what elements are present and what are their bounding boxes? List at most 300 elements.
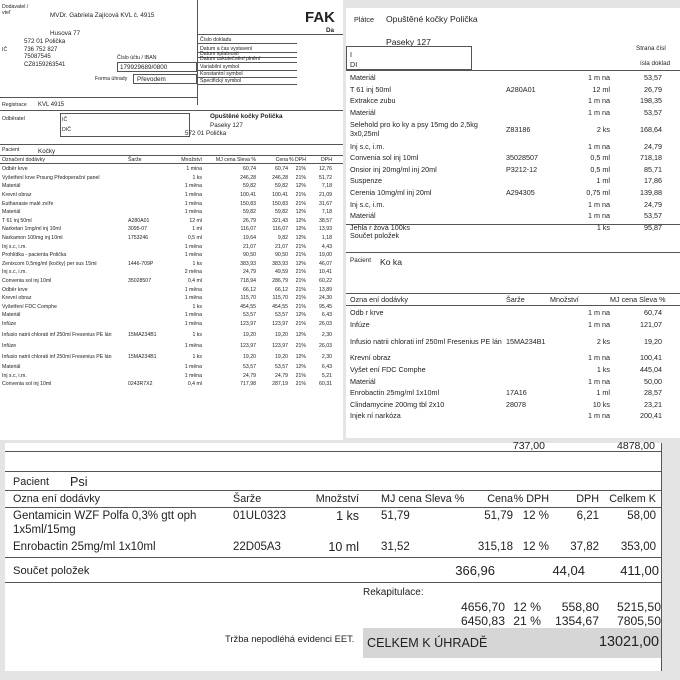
cell-name: Odběr krve (2, 166, 28, 173)
grand-total-value: 13021,00 (598, 634, 659, 650)
table-row (346, 107, 680, 119)
cell-price: 59,82 (275, 183, 288, 190)
cell-batch: P3212-12 (506, 164, 538, 174)
cell-unit: 28,57 (644, 388, 662, 398)
table-row (346, 399, 680, 411)
cell-price: 150,83 (272, 200, 288, 207)
cell-tax: 21,09 (319, 192, 332, 199)
cell-qty: 1 m na (588, 73, 610, 83)
cell-name: Materiál (2, 209, 21, 216)
table-row (346, 118, 680, 140)
cell-name: Materiál (350, 108, 376, 118)
cell-name: Materiál (350, 376, 376, 386)
cell-price: 321,43 (272, 217, 288, 224)
cell-unit: 717,98 (240, 381, 256, 388)
cell-unit: 139,88 (640, 188, 662, 198)
sum-price: 366,96 (455, 563, 495, 578)
cell-qty: 1 m na (588, 308, 610, 318)
table-row (346, 164, 680, 176)
cell-price: 21,07 (275, 243, 288, 250)
table-row (346, 330, 680, 352)
cell-qty: 1 m na (588, 141, 610, 151)
table-row (0, 182, 343, 191)
cell-price: 49,59 (275, 269, 288, 276)
payer-dic-label: DI (350, 60, 358, 69)
cell-name: Materiál (2, 312, 21, 319)
register-value: KVL 4915 (38, 102, 65, 108)
cell-qty: 1 měna (184, 183, 202, 190)
meta-label: Variabilní symbol (200, 64, 240, 70)
cell-price: 116,07 (272, 226, 288, 233)
cell-tax: 95,45 (319, 303, 332, 310)
column-header: Množství (181, 156, 202, 163)
cell-tax: 2,30 (321, 353, 332, 360)
cell-unit: 116,07 (240, 226, 256, 233)
cell-unit: 53,57 (644, 108, 662, 118)
supplier-name: MVDr. Gabriela Zajícová KVL č. 4915 (50, 12, 155, 19)
cell-name: Euthanasie malé zvíře (2, 200, 54, 207)
table-row (0, 372, 343, 381)
cell-batch: A280A01 (128, 217, 150, 224)
cell-qty: 0,5 ml (187, 235, 202, 242)
cell-qty: 1 měna (184, 252, 202, 259)
cell-vat: 21% (295, 321, 306, 328)
cell-tax: 2,30 (321, 331, 332, 338)
meta-label: Datum uskutečnění plnění (200, 56, 261, 62)
column-header: Označení dodávky (2, 156, 45, 163)
cell-unit: 53,57 (644, 211, 662, 221)
cell-tax: 5,21 (321, 372, 332, 379)
cell-batch: 1753246 (128, 235, 149, 242)
cell-tax: 37,82 (570, 541, 599, 553)
cell-name-continued: 1x5ml/15mg (13, 524, 76, 536)
cell-price: 19,20 (275, 331, 288, 338)
table-row (346, 187, 680, 199)
table-row (0, 277, 343, 286)
cell-tax: 24,30 (319, 295, 332, 302)
cell-batch: 35028507 (506, 153, 538, 163)
cell-qty: 1 měna (184, 372, 202, 379)
cell-vat: 12 % (522, 541, 549, 553)
cell-unit: 100,41 (240, 192, 256, 199)
table-row (0, 199, 343, 208)
sum-label-3: Součet položek (13, 565, 90, 577)
supplier-city: 572 01 Polička (24, 38, 66, 45)
cell-name: T 61 inj 50ml (2, 217, 32, 224)
supplier-label-2: vteľ (2, 10, 11, 16)
phone-label: IČ (2, 47, 8, 53)
cell-unit: 85,71 (644, 164, 662, 174)
cell-unit: 24,79 (644, 141, 662, 151)
cell-qty: 1 měna (184, 200, 202, 207)
invoice-title-sub: Da (326, 27, 335, 34)
invoice-page-1 (0, 0, 343, 440)
supplier-street: Husova 77 (50, 30, 81, 37)
recap-vat: 21 % (513, 614, 541, 628)
sum-label: Součet položek (350, 231, 400, 240)
prev-total-partial: 4878,00 (617, 440, 655, 452)
cell-vat: 12% (295, 209, 306, 216)
cell-name: Inj s.c, i.m. (2, 269, 27, 276)
cell-tax: 7,18 (321, 209, 332, 216)
cell-unit: 51,79 (381, 510, 410, 522)
cell-name: Onsior inj 20mg/ml inj 20ml (350, 164, 437, 174)
cell-vat: 12% (295, 226, 306, 233)
customer-name: Opuštěné kočky Polička (210, 113, 283, 120)
cell-qty: 12 ml (592, 84, 610, 94)
cell-tax: 6,43 (321, 364, 332, 371)
payer-ic-label: I (350, 50, 352, 59)
cell-qty: 2 ks (596, 336, 610, 346)
table-row (0, 225, 343, 234)
patient-label-3: Pacient (13, 476, 50, 488)
cell-batch: 17A16 (506, 388, 527, 398)
sum-total: 411,00 (620, 563, 659, 578)
cell-name: Materiál (350, 211, 376, 221)
recap-base: 6450,83 (460, 614, 505, 628)
meta-label: Konstantní symbol (200, 71, 243, 77)
cell-qty: 1 měna (184, 286, 202, 293)
cell-unit: 24,79 (243, 269, 256, 276)
table-row (0, 191, 343, 200)
cell-qty: 2 měna (184, 269, 202, 276)
cell-unit: 246,28 (240, 174, 256, 181)
cell-unit: 19,20 (644, 336, 662, 346)
table-row (346, 307, 680, 319)
cell-qty: 1 měna (184, 321, 202, 328)
table-row (346, 198, 680, 210)
cell-name: Vyšet ení FDC Comphe (350, 365, 426, 375)
cell-batch: 3095-07 (128, 226, 148, 233)
customer-city: 572 01 Polička (185, 130, 227, 137)
cell-vat: 21% (295, 381, 306, 388)
column-header: % DPH (513, 492, 549, 505)
table-row (346, 95, 680, 107)
cell-name: Clindamycine 200mg tbl 2x10 (350, 399, 445, 409)
cell-unit: 718,94 (240, 278, 256, 285)
patient-name: Kočky (38, 148, 56, 155)
cell-qty: 1 měna (184, 295, 202, 302)
cell-unit: 168,64 (640, 124, 662, 134)
cell-qty: 1 m na (588, 211, 610, 221)
cell-batch: 35028507 (128, 278, 152, 285)
table-row (346, 175, 680, 187)
cell-name: Convenia sol inj 10ml (350, 153, 419, 163)
cell-name: Vyšetření krve Prsung Předoperační panel (2, 174, 100, 181)
sum-tax: 44,04 (552, 563, 585, 578)
cell-unit: 21,07 (243, 243, 256, 250)
cell-vat: 21% (295, 303, 306, 310)
cell-tax: 13,93 (319, 226, 332, 233)
cell-qty: 2 ks (596, 124, 610, 134)
cell-price: 59,82 (275, 209, 288, 216)
cell-vat: 21% (295, 278, 306, 285)
cell-qty: 1 měna (184, 342, 202, 349)
cell-vat: 21% (295, 252, 306, 259)
table-row (0, 380, 343, 389)
table-row (346, 152, 680, 164)
cell-unit: 445,04 (640, 365, 662, 375)
cell-unit: 19,64 (243, 235, 256, 242)
recap-total: 5215,50 (616, 600, 661, 614)
column-header: Šarže (233, 492, 262, 505)
cell-total: 353,00 (620, 541, 656, 553)
cell-unit: 95,87 (644, 222, 662, 232)
cell-unit: 23,21 (644, 399, 662, 409)
cell-qty: 1 ks (192, 260, 202, 267)
cell-unit: 19,20 (243, 331, 256, 338)
cell-vat: 21% (295, 174, 306, 181)
cell-qty: 12 ml (189, 217, 202, 224)
cell-vat: 21% (295, 166, 306, 173)
cell-price: 383,93 (272, 260, 288, 267)
cell-price: 60,74 (275, 166, 288, 173)
payment-method: Převodem (137, 76, 166, 83)
cell-name: Narketan 1mg/ml inj 10ml (2, 226, 61, 233)
recap-tax: 1354,67 (554, 614, 599, 628)
table-row (5, 509, 662, 523)
invoice-title: FAK (305, 9, 335, 26)
page-number-label: Strana čísl (636, 45, 666, 52)
column-header: Množství (315, 492, 359, 505)
cell-qty: 1 ks (192, 303, 202, 310)
cell-price: 9,82 (277, 235, 288, 242)
cell-price: 246,28 (272, 174, 288, 181)
cell-qty: 1 měna (184, 312, 202, 319)
table-row (0, 208, 343, 217)
cell-tax: 6,43 (321, 312, 332, 319)
cell-unit: 200,41 (640, 411, 662, 421)
cell-batch: Z83186 (506, 124, 531, 134)
cell-price: 115,70 (272, 295, 288, 302)
table-row (0, 268, 343, 277)
cell-qty: 1 měna (184, 243, 202, 250)
cell-vat: 21% (295, 286, 306, 293)
payment-label: Forma úhrady (95, 76, 128, 82)
cell-tax: 4,43 (321, 243, 332, 250)
cell-tax: 26,03 (319, 342, 332, 349)
cell-tax: 7,18 (321, 183, 332, 190)
cell-qty: 10 ks (592, 399, 610, 409)
recap-total: 7805,50 (616, 614, 661, 628)
cell-name: Enrobactin 25mg/ml 1x10ml (13, 541, 156, 553)
cell-price: 19,20 (275, 353, 288, 360)
cell-name: Narkamon 100mg inj 10ml (2, 235, 63, 242)
cell-qty: 1 m na (588, 411, 610, 421)
cell-name: Prohlídka - pacienta Polička (2, 252, 67, 259)
table-row (346, 72, 680, 84)
cell-batch: 15MA234B1 (128, 331, 157, 338)
cell-tax: 1,18 (321, 235, 332, 242)
cell-price: 123,97 (272, 321, 288, 328)
cell-batch: 28078 (506, 399, 526, 409)
column-header: Množství (550, 295, 579, 304)
cell-unit: 17,86 (644, 176, 662, 186)
cell-batch: 1446-709P (128, 260, 154, 267)
patient-label: Pacient (2, 147, 20, 153)
column-header: Cena (275, 156, 288, 163)
customer-ic: IČ (62, 117, 68, 123)
cell-price: 100,41 (272, 192, 288, 199)
cell-unit: 31,52 (381, 541, 410, 553)
cell-batch: 01UL0323 (233, 510, 287, 522)
cell-qty: 1 ks (192, 174, 202, 181)
cell-qty: 1 m na (588, 319, 610, 329)
account-label: Číslo účtu / IBAN (117, 55, 157, 61)
meta-label: Datum splatnosti (200, 51, 239, 57)
cell-unit: 19,20 (243, 353, 256, 360)
cell-qty: 1 ks (596, 365, 610, 375)
cell-name: Infúze (2, 342, 17, 349)
cell-unit: 100,41 (640, 353, 662, 363)
cell-name: Jehla r žová 100ks (350, 222, 410, 232)
table-row (0, 341, 343, 350)
summary-table-header (5, 491, 662, 506)
cell-name: Infusio natrii chlorati inf 250ml Fresenius PE lán (350, 336, 502, 346)
table-row (0, 350, 343, 363)
table-row (346, 140, 680, 152)
cell-batch: A280A01 (506, 84, 536, 94)
cell-unit: 24,79 (243, 372, 256, 379)
items-table-header (0, 156, 343, 163)
cell-name: Inj s.c, i.m. (2, 372, 27, 379)
cell-vat: 12% (295, 331, 306, 338)
cell-unit: 53,57 (243, 364, 256, 371)
cell-vat: 12% (295, 364, 306, 371)
cell-qty: 1 ml (192, 226, 202, 233)
cell-name: Krevní obraz (350, 353, 391, 363)
cell-vat: 21% (295, 192, 306, 199)
cell-name: Suspenze (350, 176, 382, 186)
eet-note: Tržba nepodléhá evidenci EET. (225, 633, 355, 644)
cell-name: Enrobactin 25mg/ml 1x10ml (350, 388, 440, 398)
customer-street: Paseky 127 (210, 122, 243, 129)
cell-vat: 12% (295, 260, 306, 267)
cell-name: Vyšetření FDC Comphe (2, 303, 57, 310)
column-header: Celkem K (609, 492, 656, 505)
cell-name: Odb r krve (350, 308, 384, 318)
cell-batch: 15MA234B1 (128, 353, 157, 360)
cell-unit: 53,57 (644, 73, 662, 83)
cell-vat: 12% (295, 217, 306, 224)
cell-vat: 21% (295, 269, 306, 276)
cell-qty: 1 ks (192, 331, 202, 338)
cell-qty: 1 měna (184, 209, 202, 216)
cell-qty: 1 ks (192, 353, 202, 360)
cell-name: Krevní obraz (2, 295, 32, 302)
patient-name-2: Ko ka (380, 257, 402, 267)
cell-unit: 26,79 (243, 217, 256, 224)
cell-tax: 13,89 (319, 286, 332, 293)
column-header: Šarže (128, 156, 142, 163)
table-row (0, 328, 343, 341)
table-row (0, 363, 343, 372)
cell-batch: A294305 (506, 188, 535, 198)
column-header: DPH (321, 156, 332, 163)
table-row (0, 242, 343, 251)
cell-name: Infusio natrii chlorati inf 250ml Fresenius PE lán (2, 331, 112, 338)
cell-name: Injek ní narkóza (350, 411, 401, 421)
cell-vat: 21% (295, 243, 306, 250)
cell-price: 66,12 (275, 286, 288, 293)
cell-tax: 38,57 (319, 217, 332, 224)
cell-name: Inj s.c, i.m. (350, 141, 385, 151)
cell-price: 286,79 (272, 278, 288, 285)
patient-label-2: Pacient (350, 257, 372, 264)
table-row (346, 375, 680, 387)
items-table-header-2 (346, 295, 680, 304)
column-header: Ozna ení dodávky (13, 492, 101, 505)
invoice-page-2 (346, 8, 680, 438)
cell-tax: 26,03 (319, 321, 332, 328)
cell-qty: 1 m na (588, 376, 610, 386)
account-number: 179929689/0800 (120, 64, 168, 71)
table-row (0, 217, 343, 226)
supplier-dic: CZ8159263541 (24, 62, 66, 68)
cell-unit: 150,83 (240, 200, 256, 207)
column-header: Cena (487, 492, 513, 505)
cell-qty: 0,5 ml (590, 153, 610, 163)
cell-name: Materiál (2, 364, 21, 371)
recap-base: 4656,70 (460, 600, 505, 614)
cell-name: Gentamicin WZF Polfa 0,3% gtt oph (13, 510, 197, 522)
cell-batch: 15MA234B1 (506, 336, 546, 346)
cell-name: Extrakce zubu (350, 96, 396, 106)
cell-price: 454,55 (272, 303, 288, 310)
cell-qty: 1 ml (596, 176, 610, 186)
cell-name: Selehold pro ko ky a psy 15mg do 2,5kg 3x0,25ml (350, 120, 478, 139)
cell-price: 123,97 (272, 342, 288, 349)
cell-name: Infúze (350, 319, 370, 329)
cell-qty: 1 m na (588, 96, 610, 106)
cell-name: Inj s.c, i.m. (350, 199, 385, 209)
cell-tax: 60,31 (319, 381, 332, 388)
table-row (346, 364, 680, 376)
supplier-ic: 75087545 (24, 54, 51, 60)
cell-name: Zenixcom 0,5mg/ml (kočky) per sus 15ml (2, 260, 97, 267)
cell-unit: 53,57 (243, 312, 256, 319)
cell-price: 53,57 (275, 312, 288, 319)
supplier-phone: 736 752 827 (24, 47, 58, 53)
cell-qty: 0,4 ml (187, 278, 202, 285)
column-header: % DPH (288, 156, 306, 163)
cell-qty: 1 m na (588, 199, 610, 209)
cell-qty: 0,5 ml (590, 164, 610, 174)
cell-name: Infúze (2, 321, 17, 328)
supplier-label: Dodavatel / (2, 4, 29, 10)
cell-vat: 12 % (522, 510, 549, 522)
cell-price: 287,19 (272, 381, 288, 388)
cell-unit: 59,82 (243, 209, 256, 216)
cell-name: Odběr krve (2, 286, 28, 293)
recap-vat: 12 % (513, 600, 541, 614)
cell-qty: 1 měna (184, 192, 202, 199)
cell-name: Materiál (2, 183, 21, 190)
cell-batch: 0243R7X2 (128, 381, 153, 388)
cell-name: Cerenia 10mg/ml inj 20ml (350, 188, 432, 198)
cell-name: Convenia sol inj 10ml (2, 381, 52, 388)
column-header: MJ cena Sleva % (381, 492, 465, 505)
cell-price: 24,79 (275, 372, 288, 379)
cell-qty: 0,75 ml (586, 188, 610, 198)
table-row (346, 352, 680, 364)
column-header: MJ cena Sleva % (610, 295, 666, 304)
grand-total-label: CELKEM K ÚHRADĚ (367, 636, 488, 650)
cell-name: Convenia sol inj 10ml (2, 278, 52, 285)
patient-name-3: Psi (70, 475, 88, 489)
cell-total: 58,00 (627, 510, 656, 522)
table-row (346, 410, 680, 422)
